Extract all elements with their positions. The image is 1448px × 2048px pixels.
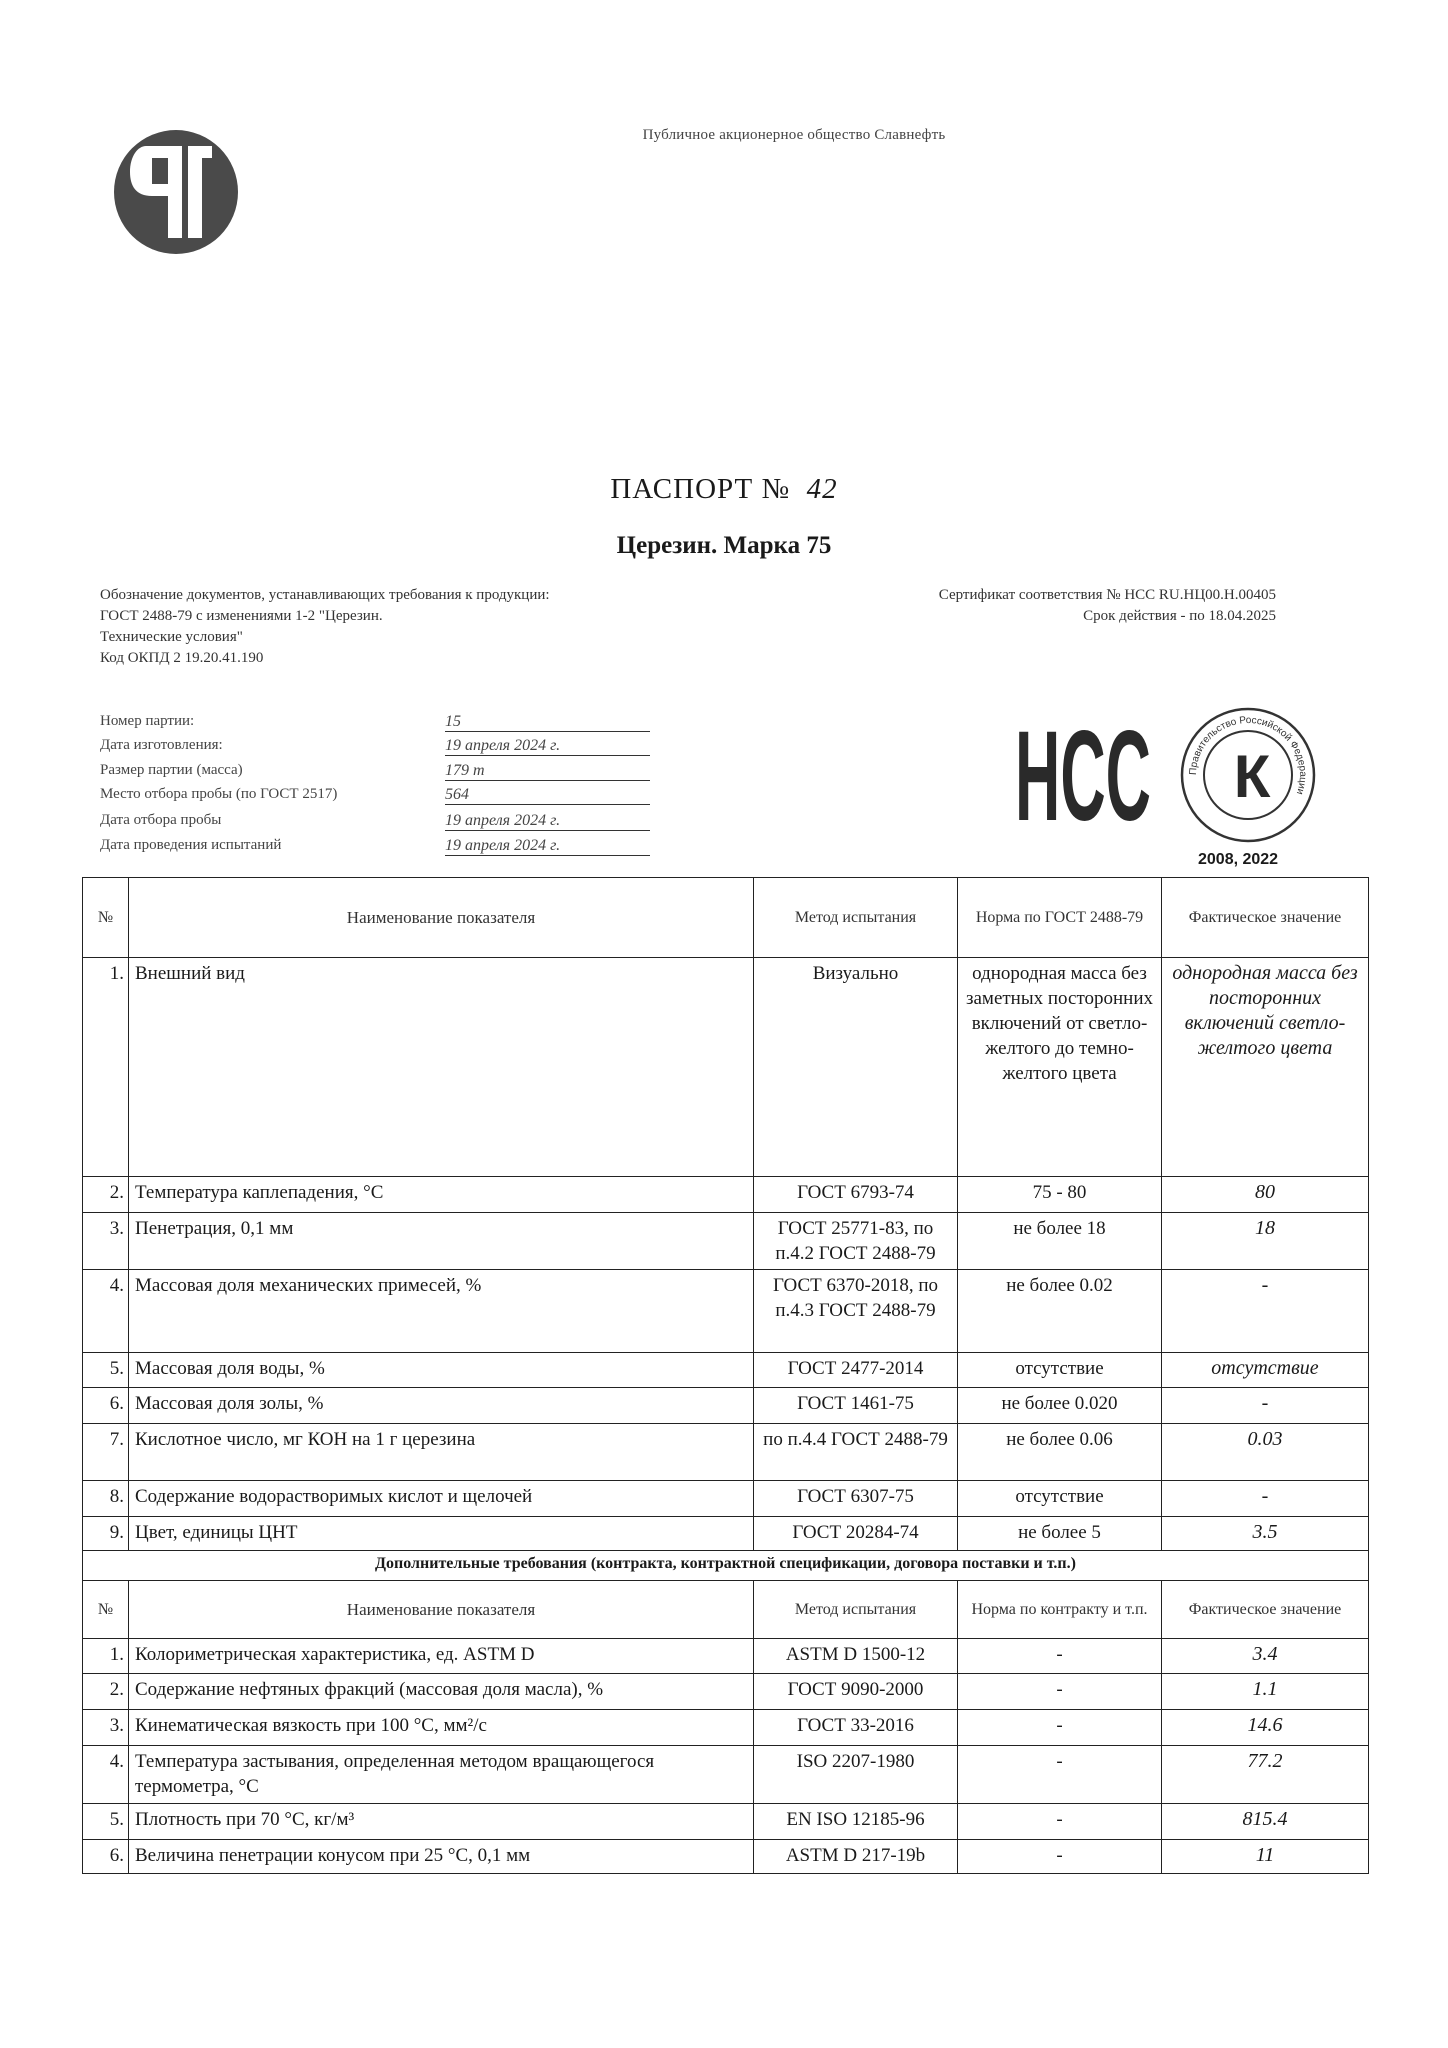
manufacture-date-row bbox=[100, 732, 650, 756]
header-fact: Фактическое значение bbox=[1162, 1581, 1369, 1639]
lot-value: 15 bbox=[445, 713, 650, 732]
row-method: ГОСТ 1461-75 bbox=[754, 1388, 958, 1424]
table-header bbox=[83, 878, 1369, 958]
row-num: 7. bbox=[83, 1424, 129, 1481]
row-method: ГОСТ 6307-75 bbox=[754, 1481, 958, 1517]
row-fact: отсутствие bbox=[1162, 1353, 1369, 1388]
lot-label: Размер партии (масса) bbox=[100, 762, 243, 778]
row-method: ГОСТ 9090-2000 bbox=[754, 1674, 958, 1710]
passport-number: 42 bbox=[806, 473, 838, 505]
row-name: Пенетрация, 0,1 мм bbox=[129, 1213, 754, 1270]
row-name: Температура застывания, определенная методом вращающегося термометра, °С bbox=[129, 1746, 754, 1804]
row-method: ASTM D 217-19b bbox=[754, 1840, 958, 1874]
row-name: Величина пенетрации конусом при 25 °С, 0,1 мм bbox=[129, 1840, 754, 1874]
doc-line: Код ОКПД 2 19.20.41.190 bbox=[100, 650, 264, 666]
row-num: 3. bbox=[83, 1213, 129, 1270]
row-fact: 18 bbox=[1162, 1213, 1369, 1270]
table-row bbox=[83, 1481, 1369, 1517]
doc-line: Технические условия" bbox=[100, 629, 243, 645]
certificate-validity: Срок действия - по 18.04.2025 bbox=[1083, 608, 1276, 624]
row-num: 3. bbox=[83, 1710, 129, 1746]
table-row bbox=[83, 1746, 1369, 1804]
header-fact: Фактическое значение bbox=[1162, 878, 1369, 958]
certificate-info bbox=[939, 585, 1276, 627]
header-name: Наименование показателя bbox=[129, 1581, 754, 1639]
row-norm: не более 0.06 bbox=[958, 1424, 1162, 1481]
row-num: 6. bbox=[83, 1840, 129, 1874]
row-name: Внешний вид bbox=[129, 958, 754, 1177]
ncc-text: НСС bbox=[1015, 708, 1151, 828]
row-fact: 14.6 bbox=[1162, 1710, 1369, 1746]
row-norm: не более 0.020 bbox=[958, 1388, 1162, 1424]
row-name: Массовая доля воды, % bbox=[129, 1353, 754, 1388]
row-num: 6. bbox=[83, 1388, 129, 1424]
table-row bbox=[83, 1840, 1369, 1874]
row-norm: - bbox=[958, 1840, 1162, 1874]
row-num: 2. bbox=[83, 1177, 129, 1213]
lot-number-row bbox=[100, 708, 650, 732]
row-name: Цвет, единицы ЦНТ bbox=[129, 1517, 754, 1551]
table-row bbox=[83, 1177, 1369, 1213]
row-fact: 0.03 bbox=[1162, 1424, 1369, 1481]
table-row bbox=[83, 1639, 1369, 1674]
table-header-additional bbox=[83, 1581, 1369, 1639]
row-name: Температура каплепадения, °С bbox=[129, 1177, 754, 1213]
header-method: Метод испытания bbox=[754, 1581, 958, 1639]
header-method: Метод испытания bbox=[754, 878, 958, 958]
quality-table bbox=[82, 877, 1369, 1874]
row-fact: - bbox=[1162, 1270, 1369, 1353]
quality-seal bbox=[1178, 705, 1318, 845]
row-name: Массовая доля механических примесей, % bbox=[129, 1270, 754, 1353]
row-fact: 11 bbox=[1162, 1840, 1369, 1874]
sampling-date-row bbox=[100, 807, 650, 831]
lot-label: Дата отбора пробы bbox=[100, 812, 222, 828]
lot-label: Дата изготовления: bbox=[100, 737, 223, 753]
row-method: ASTM D 1500-12 bbox=[754, 1639, 958, 1674]
row-norm: - bbox=[958, 1710, 1162, 1746]
row-num: 4. bbox=[83, 1746, 129, 1804]
sampling-place-row bbox=[100, 781, 650, 805]
table-row bbox=[83, 1388, 1369, 1424]
table-row bbox=[83, 1804, 1369, 1840]
row-method: ГОСТ 2477-2014 bbox=[754, 1353, 958, 1388]
table-row bbox=[83, 958, 1369, 1177]
row-method: ГОСТ 6370-2018, по п.4.3 ГОСТ 2488-79 bbox=[754, 1270, 958, 1353]
certificate-number: Сертификат соответствия № НСС RU.НЦ00.Н.00405 bbox=[938, 587, 1276, 603]
table-row bbox=[83, 1213, 1369, 1270]
lot-value: 19 апреля 2024 г. bbox=[445, 812, 650, 831]
header-num: № bbox=[83, 1581, 129, 1639]
doc-line: ГОСТ 2488-79 с изменениями 1-2 "Церезин. bbox=[100, 608, 383, 624]
row-fact: 815.4 bbox=[1162, 1804, 1369, 1840]
table-row bbox=[83, 1353, 1369, 1388]
row-norm: 75 - 80 bbox=[958, 1177, 1162, 1213]
row-name: Плотность при 70 °С, кг/м³ bbox=[129, 1804, 754, 1840]
row-method: ГОСТ 20284-74 bbox=[754, 1517, 958, 1551]
row-num: 5. bbox=[83, 1804, 129, 1840]
table-row bbox=[83, 1270, 1369, 1353]
passport-title bbox=[0, 473, 1448, 506]
lot-label: Дата проведения испытаний bbox=[100, 837, 282, 853]
row-norm: отсутствие bbox=[958, 1481, 1162, 1517]
table-row bbox=[83, 1517, 1369, 1551]
row-method: EN ISO 12185-96 bbox=[754, 1804, 958, 1840]
row-method: ГОСТ 33-2016 bbox=[754, 1710, 958, 1746]
row-fact: однородная масса без посторонних включений светло-желтого цвета bbox=[1162, 958, 1369, 1177]
row-name: Содержание водорастворимых кислот и щелочей bbox=[129, 1481, 754, 1517]
row-method: ISO 2207-1980 bbox=[754, 1746, 958, 1804]
header-norm: Норма по контракту и т.п. bbox=[958, 1581, 1162, 1639]
row-num: 5. bbox=[83, 1353, 129, 1388]
header-name: Наименование показателя bbox=[129, 878, 754, 958]
row-name: Кинематическая вязкость при 100 °С, мм²/с bbox=[129, 1710, 754, 1746]
row-norm: - bbox=[958, 1639, 1162, 1674]
row-fact: 80 bbox=[1162, 1177, 1369, 1213]
row-norm: - bbox=[958, 1804, 1162, 1840]
title-prefix: ПАСПОРТ № bbox=[610, 473, 791, 505]
lot-value: 19 апреля 2024 г. bbox=[445, 737, 650, 756]
seal-arc-text: Правительство Российской Федерации bbox=[1187, 714, 1309, 796]
table-row bbox=[83, 1674, 1369, 1710]
row-norm: однородная масса без заметных посторонних включений от светло-желтого до темно-желтого цвета bbox=[958, 958, 1162, 1177]
lot-label: Место отбора пробы (по ГОСТ 2517) bbox=[100, 786, 338, 802]
organization-name: Публичное акционерное общество Славнефть bbox=[642, 127, 946, 143]
row-num: 9. bbox=[83, 1517, 129, 1551]
row-method: ГОСТ 25771-83, по п.4.2 ГОСТ 2488-79 bbox=[754, 1213, 958, 1270]
table-row bbox=[83, 1710, 1369, 1746]
row-num: 4. bbox=[83, 1270, 129, 1353]
row-name: Массовая доля золы, % bbox=[129, 1388, 754, 1424]
row-norm: - bbox=[958, 1746, 1162, 1804]
regulatory-documents bbox=[100, 585, 720, 669]
header-num: № bbox=[83, 878, 129, 958]
row-name: Колориметрическая характеристика, ед. ASTM D bbox=[129, 1639, 754, 1674]
row-method: по п.4.4 ГОСТ 2488-79 bbox=[754, 1424, 958, 1481]
ncc-certification-mark bbox=[1013, 708, 1153, 828]
header-norm: Норма по ГОСТ 2488-79 bbox=[958, 878, 1162, 958]
row-fact: - bbox=[1162, 1481, 1369, 1517]
row-norm: отсутствие bbox=[958, 1353, 1162, 1388]
row-num: 8. bbox=[83, 1481, 129, 1517]
row-name: Кислотное число, мг КОН на 1 г церезина bbox=[129, 1424, 754, 1481]
lot-size-row bbox=[100, 757, 650, 781]
lot-value: 564 bbox=[445, 786, 650, 805]
section-title: Дополнительные требования (контракта, контрактной спецификации, договора поставки и т.п.) bbox=[83, 1551, 1369, 1581]
lot-value: 19 апреля 2024 г. bbox=[445, 837, 650, 856]
row-num: 1. bbox=[83, 958, 129, 1177]
seal-letter: К bbox=[1233, 743, 1271, 810]
doc-line: Обозначение документов, устанавливающих требования к продукции: bbox=[100, 587, 550, 603]
row-norm: - bbox=[958, 1674, 1162, 1710]
section-header bbox=[83, 1551, 1369, 1581]
company-logo bbox=[112, 128, 240, 256]
test-date-row bbox=[100, 832, 650, 856]
lot-label: Номер партии: bbox=[100, 713, 195, 729]
product-name: Церезин. Марка 75 bbox=[616, 532, 832, 559]
row-fact: - bbox=[1162, 1388, 1369, 1424]
row-fact: 1.1 bbox=[1162, 1674, 1369, 1710]
award-years: 2008, 2022 bbox=[1198, 851, 1279, 868]
row-method: Визуально bbox=[754, 958, 958, 1177]
row-num: 1. bbox=[83, 1639, 129, 1674]
row-fact: 77.2 bbox=[1162, 1746, 1369, 1804]
table-row bbox=[83, 1424, 1369, 1481]
row-fact: 3.4 bbox=[1162, 1639, 1369, 1674]
row-name: Содержание нефтяных фракций (массовая доля масла), % bbox=[129, 1674, 754, 1710]
row-num: 2. bbox=[83, 1674, 129, 1710]
row-norm: не более 5 bbox=[958, 1517, 1162, 1551]
row-norm: не более 18 bbox=[958, 1213, 1162, 1270]
row-method: ГОСТ 6793-74 bbox=[754, 1177, 958, 1213]
lot-value: 179 т bbox=[445, 762, 650, 781]
row-fact: 3.5 bbox=[1162, 1517, 1369, 1551]
row-norm: не более 0.02 bbox=[958, 1270, 1162, 1353]
